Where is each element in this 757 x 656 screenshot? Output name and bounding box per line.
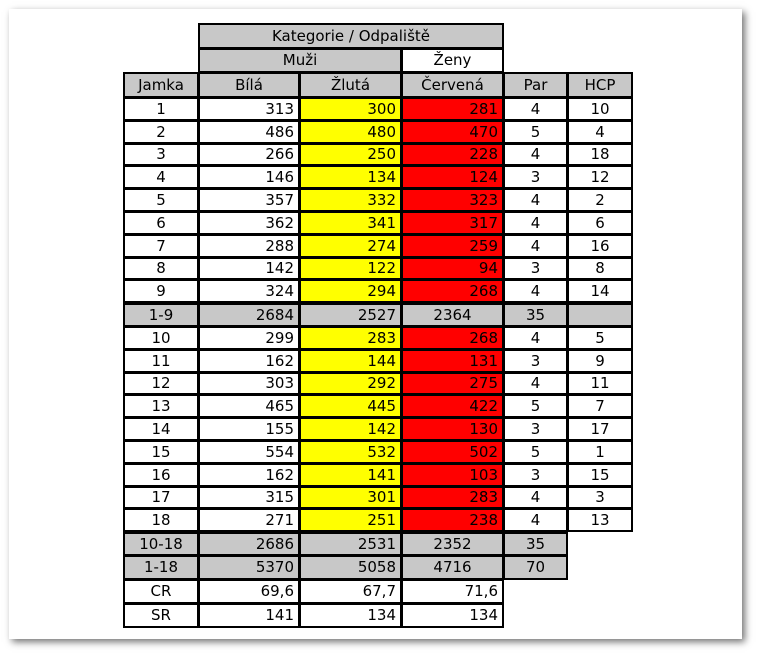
yellow-tee-distance: 341 bbox=[299, 211, 402, 235]
yellow-tee-distance: 142 bbox=[299, 417, 402, 441]
rating-red: 71,6 bbox=[401, 579, 504, 604]
red-tee-distance: 124 bbox=[401, 165, 504, 189]
par-value: 4 bbox=[503, 143, 568, 166]
subtotal-red: 4716 bbox=[401, 555, 504, 580]
hole-number: 12 bbox=[123, 372, 199, 395]
rating-yellow: 67,7 bbox=[299, 579, 402, 604]
rating-white: 69,6 bbox=[198, 579, 300, 604]
red-tee-distance: 268 bbox=[401, 279, 504, 303]
hcp-value: 12 bbox=[567, 165, 633, 189]
header-hole: Jamka bbox=[123, 72, 199, 98]
white-tee-distance: 155 bbox=[198, 417, 300, 441]
white-tee-distance: 324 bbox=[198, 279, 300, 303]
white-tee-distance: 146 bbox=[198, 165, 300, 189]
yellow-tee-distance: 134 bbox=[299, 165, 402, 189]
par-value: 4 bbox=[503, 279, 568, 303]
hcp-value: 5 bbox=[567, 326, 633, 350]
hcp-value: 1 bbox=[567, 440, 633, 464]
red-tee-distance: 259 bbox=[401, 234, 504, 258]
hole-number: 8 bbox=[123, 257, 199, 280]
subtotal-white: 5370 bbox=[198, 555, 300, 580]
hcp-value: 7 bbox=[567, 394, 633, 418]
red-tee-distance: 283 bbox=[401, 486, 504, 509]
white-tee-distance: 142 bbox=[198, 257, 300, 280]
rating-red: 134 bbox=[401, 603, 504, 628]
subtotal-yellow: 2531 bbox=[299, 532, 402, 556]
header-yellow: Žlutá bbox=[299, 72, 402, 98]
yellow-tee-distance: 251 bbox=[299, 508, 402, 532]
hcp-value: 3 bbox=[567, 486, 633, 509]
par-value: 5 bbox=[503, 120, 568, 144]
rating-label: CR bbox=[123, 579, 199, 604]
yellow-tee-distance: 250 bbox=[299, 143, 402, 166]
hcp-value: 6 bbox=[567, 211, 633, 235]
hole-number: 6 bbox=[123, 211, 199, 235]
red-tee-distance: 130 bbox=[401, 417, 504, 441]
subtotal-label: 10-18 bbox=[123, 532, 199, 556]
par-value: 3 bbox=[503, 463, 568, 487]
white-tee-distance: 554 bbox=[198, 440, 300, 464]
white-tee-distance: 162 bbox=[198, 349, 300, 373]
subtotal-par: 35 bbox=[503, 532, 568, 556]
header-par: Par bbox=[503, 72, 568, 98]
header-red: Červená bbox=[401, 72, 504, 98]
par-value: 3 bbox=[503, 417, 568, 441]
par-value: 4 bbox=[503, 326, 568, 350]
hcp-value: 9 bbox=[567, 349, 633, 373]
header-women: Ženy bbox=[401, 48, 504, 73]
hole-number: 10 bbox=[123, 326, 199, 350]
subtotal-label: 1-18 bbox=[123, 555, 199, 580]
subtotal-white: 2686 bbox=[198, 532, 300, 556]
par-value: 4 bbox=[503, 508, 568, 532]
red-tee-distance: 422 bbox=[401, 394, 504, 418]
hole-number: 5 bbox=[123, 188, 199, 212]
white-tee-distance: 299 bbox=[198, 326, 300, 350]
red-tee-distance: 470 bbox=[401, 120, 504, 144]
white-tee-distance: 271 bbox=[198, 508, 300, 532]
yellow-tee-distance: 283 bbox=[299, 326, 402, 350]
rating-yellow: 134 bbox=[299, 603, 402, 628]
yellow-tee-distance: 274 bbox=[299, 234, 402, 258]
hole-number: 1 bbox=[123, 97, 199, 121]
rating-label: SR bbox=[123, 603, 199, 628]
red-tee-distance: 238 bbox=[401, 508, 504, 532]
hcp-value: 11 bbox=[567, 372, 633, 395]
red-tee-distance: 502 bbox=[401, 440, 504, 464]
hole-number: 9 bbox=[123, 279, 199, 303]
yellow-tee-distance: 445 bbox=[299, 394, 402, 418]
red-tee-distance: 323 bbox=[401, 188, 504, 212]
yellow-tee-distance: 532 bbox=[299, 440, 402, 464]
yellow-tee-distance: 141 bbox=[299, 463, 402, 487]
hcp-value: 14 bbox=[567, 279, 633, 303]
red-tee-distance: 275 bbox=[401, 372, 504, 395]
yellow-tee-distance: 294 bbox=[299, 279, 402, 303]
hcp-value: 13 bbox=[567, 508, 633, 532]
hole-number: 15 bbox=[123, 440, 199, 464]
white-tee-distance: 357 bbox=[198, 188, 300, 212]
par-value: 4 bbox=[503, 234, 568, 258]
white-tee-distance: 486 bbox=[198, 120, 300, 144]
yellow-tee-distance: 480 bbox=[299, 120, 402, 144]
hcp-value: 2 bbox=[567, 188, 633, 212]
red-tee-distance: 317 bbox=[401, 211, 504, 235]
subtotal-label: 1-9 bbox=[123, 303, 199, 327]
red-tee-distance: 268 bbox=[401, 326, 504, 350]
red-tee-distance: 94 bbox=[401, 257, 504, 280]
par-value: 4 bbox=[503, 486, 568, 509]
par-value: 4 bbox=[503, 372, 568, 395]
red-tee-distance: 103 bbox=[401, 463, 504, 487]
par-value: 4 bbox=[503, 211, 568, 235]
red-tee-distance: 228 bbox=[401, 143, 504, 166]
par-value: 5 bbox=[503, 440, 568, 464]
hole-number: 3 bbox=[123, 143, 199, 166]
hole-number: 7 bbox=[123, 234, 199, 258]
white-tee-distance: 303 bbox=[198, 372, 300, 395]
hole-number: 16 bbox=[123, 463, 199, 487]
header-men: Muži bbox=[198, 48, 402, 73]
header-white: Bílá bbox=[198, 72, 300, 98]
hole-number: 2 bbox=[123, 120, 199, 144]
header-category: Kategorie / Odpaliště bbox=[198, 23, 504, 49]
subtotal-red: 2364 bbox=[401, 303, 504, 327]
rating-white: 141 bbox=[198, 603, 300, 628]
par-value: 3 bbox=[503, 165, 568, 189]
header-hcp: HCP bbox=[567, 72, 633, 98]
subtotal-hcp-blank bbox=[567, 303, 633, 327]
par-value: 4 bbox=[503, 188, 568, 212]
subtotal-par: 70 bbox=[503, 555, 568, 580]
yellow-tee-distance: 301 bbox=[299, 486, 402, 509]
subtotal-yellow: 2527 bbox=[299, 303, 402, 327]
yellow-tee-distance: 332 bbox=[299, 188, 402, 212]
red-tee-distance: 131 bbox=[401, 349, 504, 373]
par-value: 5 bbox=[503, 394, 568, 418]
white-tee-distance: 315 bbox=[198, 486, 300, 509]
hole-number: 13 bbox=[123, 394, 199, 418]
white-tee-distance: 362 bbox=[198, 211, 300, 235]
hole-number: 18 bbox=[123, 508, 199, 532]
scorecard-card bbox=[9, 9, 742, 639]
hcp-value: 10 bbox=[567, 97, 633, 121]
hcp-value: 18 bbox=[567, 143, 633, 166]
hcp-value: 8 bbox=[567, 257, 633, 280]
white-tee-distance: 288 bbox=[198, 234, 300, 258]
par-value: 3 bbox=[503, 257, 568, 280]
hole-number: 17 bbox=[123, 486, 199, 509]
yellow-tee-distance: 144 bbox=[299, 349, 402, 373]
white-tee-distance: 465 bbox=[198, 394, 300, 418]
white-tee-distance: 162 bbox=[198, 463, 300, 487]
subtotal-red: 2352 bbox=[401, 532, 504, 556]
par-value: 3 bbox=[503, 349, 568, 373]
par-value: 4 bbox=[503, 97, 568, 121]
hcp-value: 17 bbox=[567, 417, 633, 441]
hole-number: 4 bbox=[123, 165, 199, 189]
hole-number: 14 bbox=[123, 417, 199, 441]
hcp-value: 15 bbox=[567, 463, 633, 487]
hcp-value: 4 bbox=[567, 120, 633, 144]
yellow-tee-distance: 292 bbox=[299, 372, 402, 395]
yellow-tee-distance: 300 bbox=[299, 97, 402, 121]
subtotal-par: 35 bbox=[503, 303, 568, 327]
subtotal-white: 2684 bbox=[198, 303, 300, 327]
yellow-tee-distance: 122 bbox=[299, 257, 402, 280]
hole-number: 11 bbox=[123, 349, 199, 373]
subtotal-yellow: 5058 bbox=[299, 555, 402, 580]
red-tee-distance: 281 bbox=[401, 97, 504, 121]
white-tee-distance: 313 bbox=[198, 97, 300, 121]
white-tee-distance: 266 bbox=[198, 143, 300, 166]
hcp-value: 16 bbox=[567, 234, 633, 258]
